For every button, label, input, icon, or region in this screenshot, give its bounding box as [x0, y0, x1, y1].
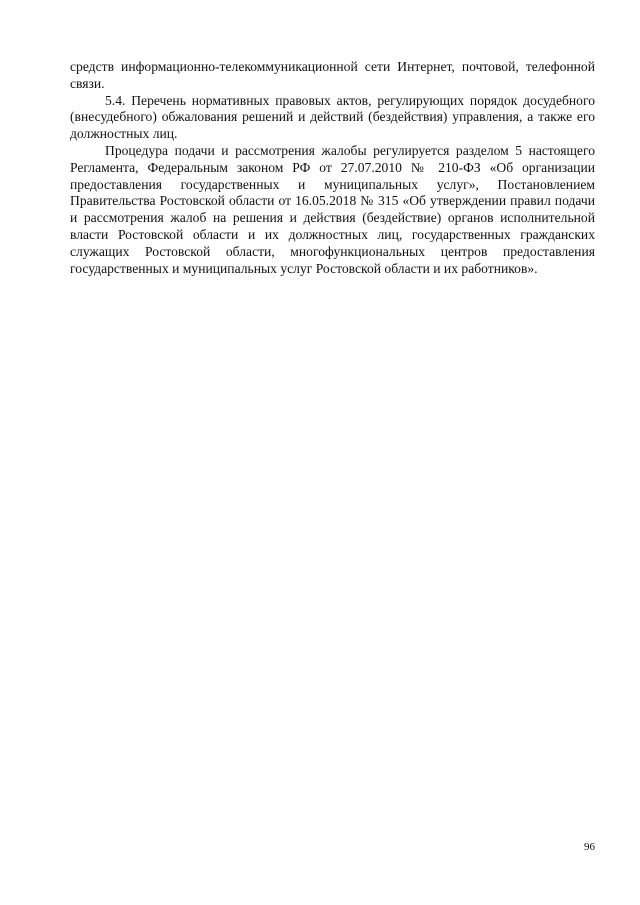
paragraph-continuation: средств информационно-телекоммуникационной сети Интернет, почтовой, телефонной связи.: [70, 59, 595, 91]
paragraph-section-5-4: 5.4. Перечень нормативных правовых актов, регулирующих порядок досудебного (внесудебного) обжалования решений и действий (бездействия) управления, а также его должностных лиц.: [70, 92, 595, 142]
page-number: 96: [584, 841, 595, 853]
paragraph-procedure: Процедура подачи и рассмотрения жалобы регулируется разделом 5 настоящего Регламента, Федеральным законом РФ от 27.07.2010 № 210-ФЗ «Об организации предоставления государственных и муниципальных услуг», Постановлением Правительства Ростовской области от 16.05.2018 № 315 «Об утверждении правил подачи и рассмотрения жалоб на решения и действия (бездействие) органов исполнительной власти Ростовской области и их должностных лиц, государственных гражданских служащих Ростовской области, многофункциональных центров предоставления государственных и муниципальных услуг Ростовской области и их работников».: [70, 142, 595, 276]
body-text: [70, 59, 595, 277]
